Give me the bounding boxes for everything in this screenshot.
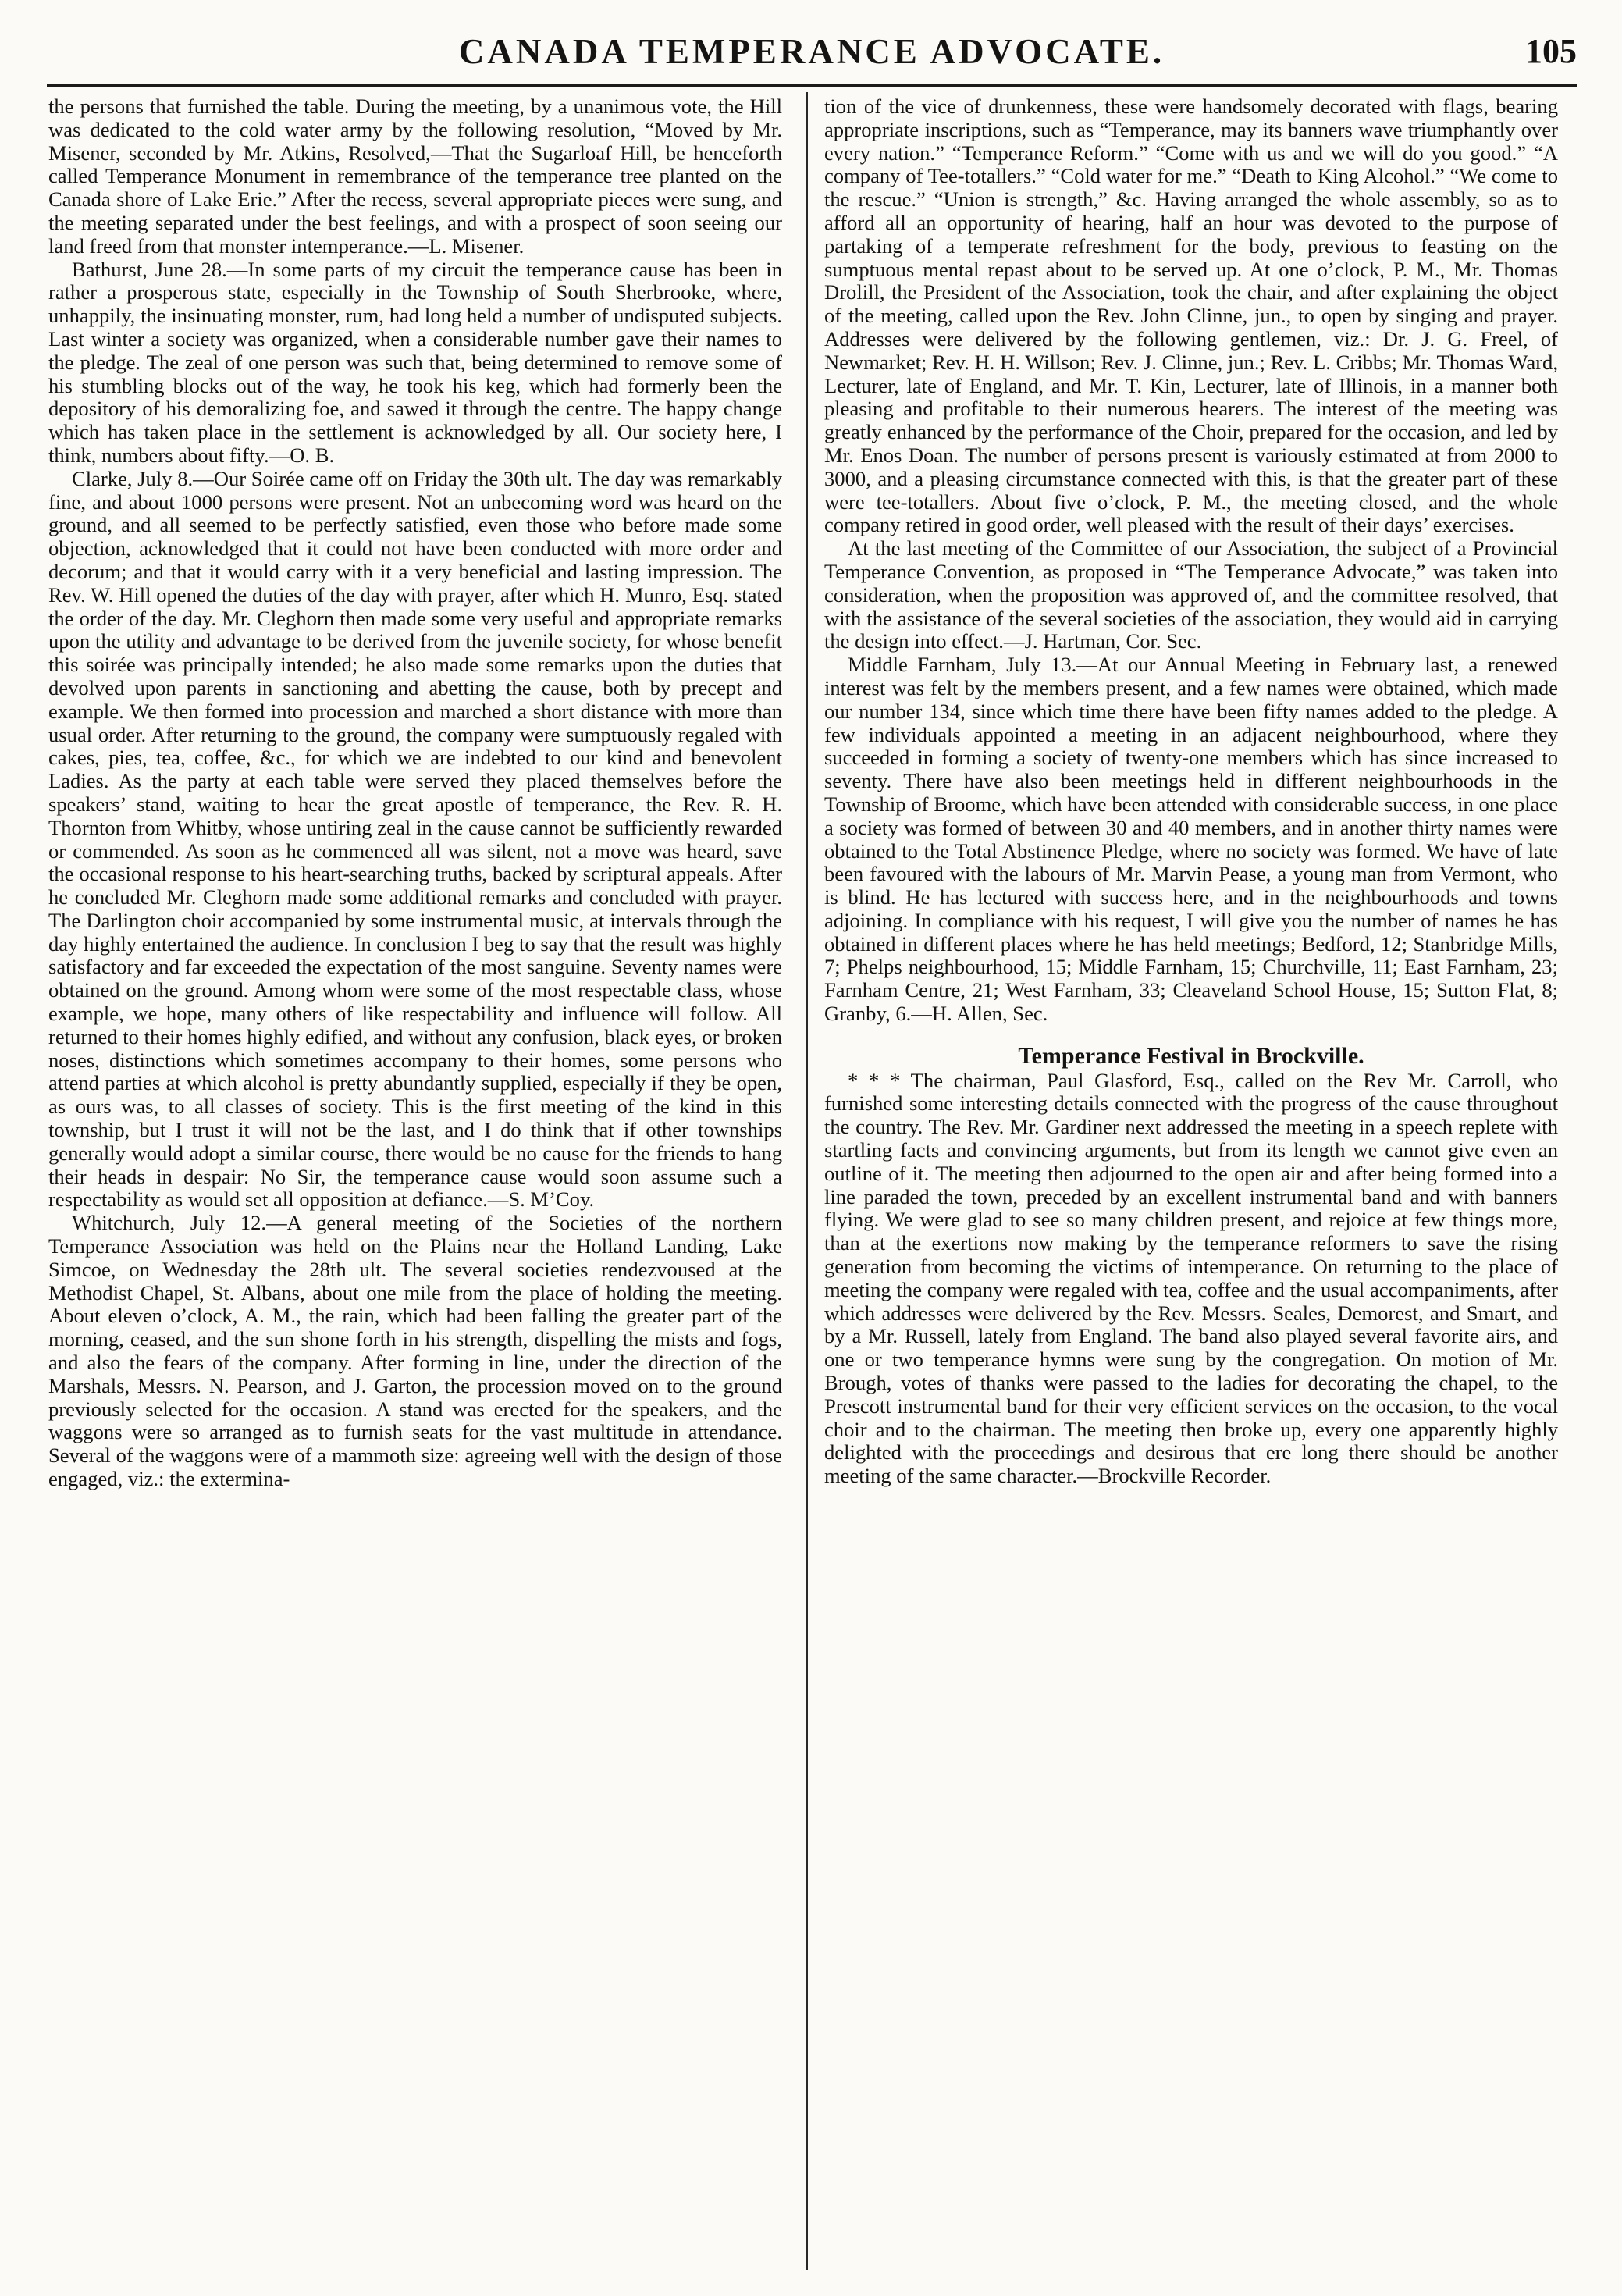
column-divider [806, 92, 808, 2270]
left-column [48, 95, 782, 1491]
paragraph-sugarloaf-hill: the persons that furnished the table. During the meeting, by a unanimous vote, the Hill was dedicated to the cold water army by the following resolution, “Moved by Mr. Misener, seconded by Mr. Atkins, Resolved,—That the Sugarloaf Hill, be henceforth called Temperance Monument in remembrance of the temperance tree planted on the Canada shore of Lake Erie.” After the recess, several appropriate pieces were sung, and the meeting separated under the best feelings, and with a prospect of soon seeing our land freed from that monster intemperance.—L. Misener. [48, 94, 782, 258]
paragraph-whitchurch: Whitchurch, July 12.—A general meeting of the Societies of the northern Temperance Association was held on the Plains near the Holland Landing, Lake Simcoe, on Wednesday the 28th ult. The several societies rendezvoused at the Methodist Chapel, St. Albans, about one mile from the place of holding the meeting. About eleven o’clock, A. M., the rain, which had been falling the greater part of the morning, ceased, and the sun shone forth in his strength, dispelling the mists and fogs, and also the fears of the company. After forming in line, under the direction of the Marshals, Messrs. N. Pearson, and J. Garton, the procession moved on to the ground previously selected for the occasion. A stand was erected for the speakers, and the waggons were so arranged as to furnish seats for the vast multitude in attendance. Several of the waggons were of a mammoth size: agreeing well with the design of those engaged, viz.: the extermina- [48, 1211, 782, 1491]
publication-title: CANADA TEMPERANCE ADVOCATE. [458, 32, 1165, 71]
page-header [47, 31, 1577, 78]
paragraph-middle-farnham: Middle Farnham, July 13.—At our Annual Meeting in February last, a renewed interest was felt by the members present, and a few names were obtained, which made our number 134, since which time there have been fifty names added to the pledge. A few individuals appointed a meeting in an adjacent neighbourhood, where they succeeded in forming a society of twenty-one members which has since increased to seventy. There have also been meetings held in different neighbourhoods in the Township of Broome, which have been attended with considerable success, in one place a society was formed of between 30 and 40 members, and in another thirty names were obtained to the Total Abstinence Pledge, where no society was formed. We have of late been favoured with the labours of Mr. Marvin Pease, a young man from Vermont, who is blind. He has lectured with success here, and in the neighbourhoods and towns adjoining. In compliance with his request, I will give you the number of names he has obtained in different places where he has held meetings; Bedford, 12; Stanbridge Mills, 7; Phelps neighbourhood, 15; Middle Farnham, 15; Churchville, 11; East Farnham, 23; Farnham Centre, 21; West Farnham, 33; Cleaveland School House, 15; Sutton Flat, 8; Granby, 6.—H. Allen, Sec. [824, 653, 1558, 1026]
paragraph-committee: At the last meeting of the Committee of our Association, the subject of a Provincial Temperance Convention, as proposed in “The Temperance Advocate,” was taken into consideration, when the proposition was approved of, and the committee resolved, that with the assistance of the several societies of the association, they would aid in carrying the design into effect.—J. Hartman, Cor. Sec. [824, 536, 1558, 653]
paragraph-clarke: Clarke, July 8.—Our Soirée came off on Friday the 30th ult. The day was remarkably fine, and about 1000 persons were present. Not an unbecoming word was heard on the ground, and all seemed to be perfectly satisfied, even those who before made some objection, acknowledged that it could not have been conducted with more order and decorum; and that it would carry with it a very beneficial and lasting impression. The Rev. W. Hill opened the duties of the day with prayer, after which H. Munro, Esq. stated the order of the day. Mr. Cleghorn then made some very useful and appropriate remarks upon the utility and advantage to be derived from the juvenile society, for whose benefit this soirée was principally intended; he also made some remarks upon the duties that devolved upon parents in sanctioning and abetting the cause, both by precept and example. We then formed into procession and marched a short distance with more than usual order. After returning to the ground, the company were sumptuously regaled with cakes, pies, tea, coffee, &c., for which we are indebted to our kind and benevolent Ladies. As the party at each table were served they placed themselves before the speakers’ stand, waiting to hear the great apostle of temperance, the Rev. R. H. Thornton from Whitby, whose untiring zeal in the cause cannot be sufficiently rewarded or commended. As soon as he commenced all was silent, not a move was heard, save the occasional response to his heart-searching truths, backed by scriptural appeals. After he concluded Mr. Cleghorn made some additional remarks and concluded with prayer. The Darlington choir accompanied by some instrumental music, at intervals through the day highly entertained the audience. In conclusion I beg to say that the result was highly satisfactory and far exceeded the expectation of the most sanguine. Seventy names were obtained on the ground. Among whom were some of the most respectable class, whose example, we hope, many others of like respectability and influence will follow. All returned to their homes highly edified, and without any confusion, black eyes, or broken noses, distinctions which sometimes accompany to their homes, some persons who attend parties at which alcohol is pretty abundantly supplied, especially if they be open, as ours was, to all classes of society. This is the first meeting of the kind in this township, but I trust it will not be the last, and I do think that if other townships generally would adopt a similar course, there would be no cause for the friends to hang their heads in despair: No Sir, the temperance cause would soon assume such a respectability as would set all opposition at defiance.—S. M’Coy. [48, 466, 782, 1212]
paragraph-bathurst: Bathurst, June 28.—In some parts of my circuit the temperance cause has been in rather a prosperous state, especially in the Township of South Sherbrooke, where, unhappily, the insinuating monster, rum, had long held a number of undisputed subjects. Last winter a society was organized, when a considerable number gave their names to the pledge. The zeal of one person was such that, being determined to remove some of his stumbling blocks out of the way, he took his keg, which had formerly been the depository of his demoralizing foe, and sawed it through the centre. The happy change which has taken place in the settlement is acknowledged by all. Our society here, I think, numbers about fifty.—O. B. [48, 257, 782, 467]
header-rule [47, 84, 1577, 87]
paragraph-whitchurch-continued: tion of the vice of drunkenness, these were handsomely decorated with flags, bearing appropriate inscriptions, such as “Temperance, may its banners wave triumphantly over every nation.” “Temperance Reform.” “Come with us and we will do you good.” “A company of Tee-totallers.” “Cold water for me.” “Death to King Alcohol.” “We come to the rescue.” “Union is strength,” &c. Having arranged the whole assembly, so as to afford all an opportunity of hearing, half an hour was devoted to the purpose of partaking of a temperate refreshment for the body, previous to feasting on the sumptuous mental repast about to be served up. At one o’clock, P. M., Mr. Thomas Drolill, the President of the Association, took the chair, and after explaining the object of the meeting, called upon the Rev. John Clinne, jun., to open by singing and prayer. Addresses were delivered by the following gentlemen, viz.: Dr. J. G. Freel, of Newmarket; Rev. H. H. Willson; Rev. J. Clinne, jun.; Rev. L. Cribbs; Mr. Thomas Ward, Lecturer, late of England, and Mr. T. Kin, Lecturer, late of Illinois, in a manner both pleasing and profitable to their numerous hearers. The interest of the meeting was greatly enhanced by the performance of the Choir, prepared for the occasion, and led by Mr. Enos Doan. The number of persons present is variously estimated at from 2000 to 3000, and a pleasing circumstance connected with this, is that the greater part of these were tee-totallers. About five o’clock, P. M., the meeting closed, and the whole company retired in good order, well pleased with the result of their days’ exercises. [824, 94, 1558, 537]
page-number: 105 [1525, 32, 1577, 70]
article-heading-brockville: Temperance Festival in Brockville. [1018, 1042, 1364, 1069]
paragraph-brockville: * * * The chairman, Paul Glasford, Esq., called on the Rev Mr. Carroll, who furnished some interesting details connected with the progress of the cause throughout the country. The Rev. Mr. Gardiner next addressed the meeting in a speech replete with startling facts and convincing arguments, but from its length we cannot give even an outline of it. The meeting then adjourned to the open air and after being formed into a line paraded the town, preceded by an excellent instrumental band and with banners flying. We were glad to see so many children present, and rejoice at few things more, than at the exertions now making by the temperance reformers to save the rising generation from becoming the victims of intemperance. On returning to the place of meeting the company were regaled with tea, coffee and the usual accompaniments, after which addresses were delivered by the Rev. Messrs. Seales, Demorest, and Smart, and by a Mr. Russell, lately from England. The band also played several favorite airs, and one or two temperance hymns were sung by the congregation. On motion of Mr. Brough, votes of thanks were passed to the ladies for decorating the chapel, to the Prescott instrumental band for their very efficient services on the occasion, to the vocal choir and to the chairman. The meeting then broke up, every one apparently highly delighted with the proceedings and desirous that ere long there should be another meeting of the same character.—Brockville Recorder. [824, 1068, 1558, 1488]
right-column [824, 95, 1558, 1488]
